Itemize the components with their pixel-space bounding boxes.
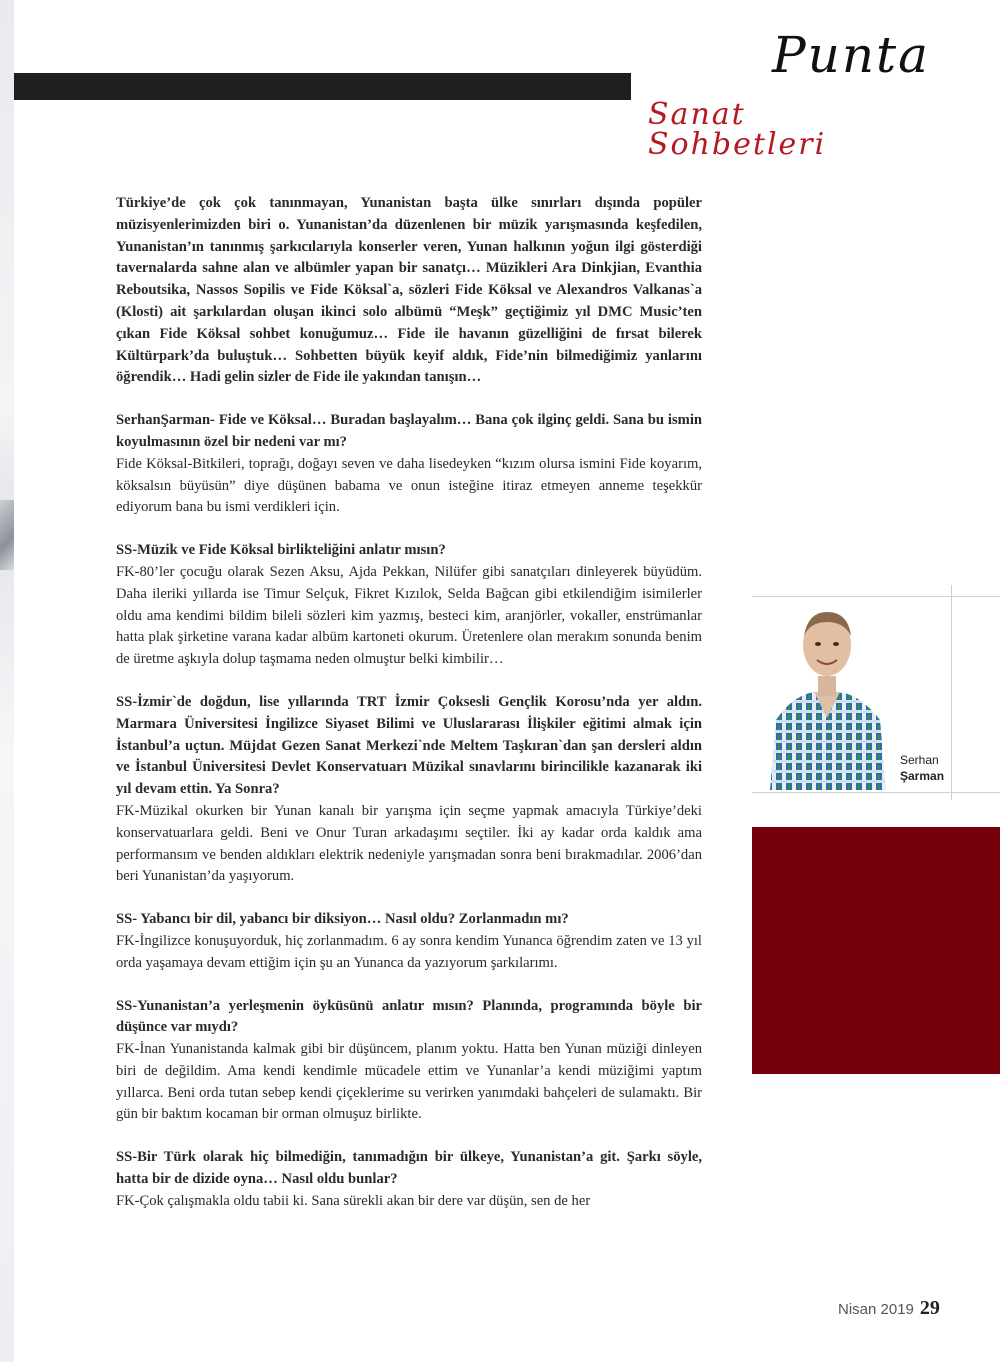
accent-block — [752, 827, 1000, 1074]
question-3: SS-İzmir`de doğdun, lise yıllarında TRT İzmir Çoksesli Gençlik Korosu’nda yer aldın. Marmara Üniversitesi İngilizce Siyaset Bilimi ve Uluslararası İlişkiler eğitimi almak için İstanbul’a uçtun. Müjdat Gezen Sanat Merkezi`nde Meltem Taşkıran`dan şan dersleri aldın ve İstanbul Üniversitesi Devlet Konservatuarı Müzikal sınavlarını birincilikle kazanarak iki yıl devam ettin. Ya Sonra? — [116, 693, 702, 798]
section-subtitle: Sanat Sohbetleri — [648, 97, 827, 162]
photo-shard — [0, 500, 14, 570]
question-2: SS-Müzik ve Fide Köksal birlikteliğini anlatır mısın? — [116, 542, 446, 559]
author-box-top-rule — [752, 596, 1000, 597]
question-5: SS-Yunanistan’a yerleşmenin öyküsünü anlatır mısın? Planında, programında böyle bir düşünce var mıydı? — [116, 997, 702, 1036]
author-photo — [762, 600, 892, 790]
answer-1: Fide Köksal-Bitkileri, toprağı, doğayı seven ve daha lisedeyken “kızım olursa ismini Fide koyarım, köksalsın büyüsün” diye düşünen babama ve onun isteğine itiraz etmeyen anneme teşekkür ediyorum bana bu ismi verdikleri için. — [116, 455, 702, 516]
answer-6: FK-Çok çalışmakla oldu tabii ki. Sana sürekli akan bir dere var düşün, sen de her — [116, 1192, 591, 1209]
answer-4: FK-İngilizce konuşuyorduk, hiç zorlanmadım. 6 ay sonra kendim Yunanca öğrendim zaten ve 13 yıl orda yaşamaya devam ettiğim için şu an Yunanca da yazıyorum şarkılarımı. — [116, 932, 702, 971]
page-number: 29 — [919, 1297, 940, 1319]
issue-date: Nisan 2019 — [838, 1301, 914, 1318]
answer-5: FK-İnan Yunanistanda kalmak gibi bir düşüncem, planım yoktu. Hatta ben Yunan müziği dinleyen biri de değildim. Ama kendi kendimle mücadele ettim ve Yunanlar’a kendi müziğimi yaptım yıllarca. Beni orda tutan sebep kendi çiçeklerime su verirken yanımdaki bahçeleri de sulamaktı. Bir gün bir baktım kocaman bir orman olmuşuz birlikte. — [116, 1041, 702, 1123]
author-first-name: Serhan — [900, 753, 939, 767]
article-body — [116, 193, 702, 1213]
answer-3: FK-Müzikal okurken bir Yunan kanalı bir yarışma için seçme yapmak amacıyla Türkiye’deki konservatuarlara geldi. Beni ve Onur Turan arkadaşımı seçtiler. İki ay kadar orda kaldık ama performansım ve benden aldıkları elektrik nedeniyle yarışmadan sonra beni bırakmadılar. 2006’dan beri Yunanistan’da yaşıyorum. — [116, 802, 702, 885]
answer-2: FK-80’ler çocuğu olarak Sezen Aksu, Ajda Pekkan, Nilüfer gibi sanatçıları dinleyerek büyüdüm. Daha ileriki yıllarda ise Timur Selçuk, Fikret Kızılok, Selda Bağcan gibi etkilendiğim isimilerler oldu ama kendimi bildim bileli sözleri kim yazmış, besteci kim, aranjörler, vokaller, enstrümanlar hatta plak şirketine varana kadar albüm kartoneti okurum. Üretenlere olan merakım sonunda benim de üretme aşkıyla dolup taşmama neden olmuştur belki kimbilir… — [116, 563, 702, 668]
magazine-logo: Punta — [772, 26, 930, 84]
background-photo-strip — [0, 0, 14, 1362]
author-caption — [900, 752, 944, 784]
author-box-divider — [951, 585, 952, 800]
header-bar — [14, 73, 631, 100]
question-1: SerhanŞarman- Fide ve Köksal… Buradan başlayalım… Bana çok ilginç geldi. Sana bu ismin koyulmasının özel bir nedeni var mı? — [116, 412, 702, 450]
author-box-bottom-rule — [752, 792, 1000, 793]
page-footer — [838, 1297, 940, 1320]
article-intro: Türkiye’de çok çok tanınmayan, Yunanistan başta ülke sınırları dışında popüler müzisyenlerimizden biri o. Yunanistan’da düzenlenen bir müzik yarışmasında keşfedilen, Yunanistan’ın tanınmış şarkıcılarıyla konserler veren, Yunan halkının yoğun ilgi gösterdiği tavernalarda sahne alan ve albümler yapan bir sanatçı… Müzikleri Ara Dinkjian, Evanthia Reboutsika, Nassos Sopilis ve Fide Köksal`a, sözleri Fide Köksal ve Alexandros Valkanas`a (Klosti) ait şarkılardan oluşan ikinci solo albümü “Meşk” geçtiğimiz yıl DMC Music’ten çıkan Fide Köksal sohbet konuğumuz… Fide ile havanın güzelliğini de fırsat bilerek Kültürpark’da buluştuk… Sohbetten büyük keyif aldık, Fide’nin bilmediğimiz yanlarını öğrendik… Hadi gelin sizler de Fide ile yakından tanışın… — [116, 195, 702, 386]
author-last-name: Şarman — [900, 769, 945, 783]
question-6: SS-Bir Türk olarak hiç bilmediğin, tanımadığın bir ülkeye, Yunanistan’a git. Şarkı söyle, hatta bir de dizide oyna… Nasıl oldu bunlar? — [116, 1149, 702, 1188]
question-4: SS- Yabancı bir dil, yabancı bir diksiyon… Nasıl oldu? Zorlanmadın mı? — [116, 911, 569, 928]
